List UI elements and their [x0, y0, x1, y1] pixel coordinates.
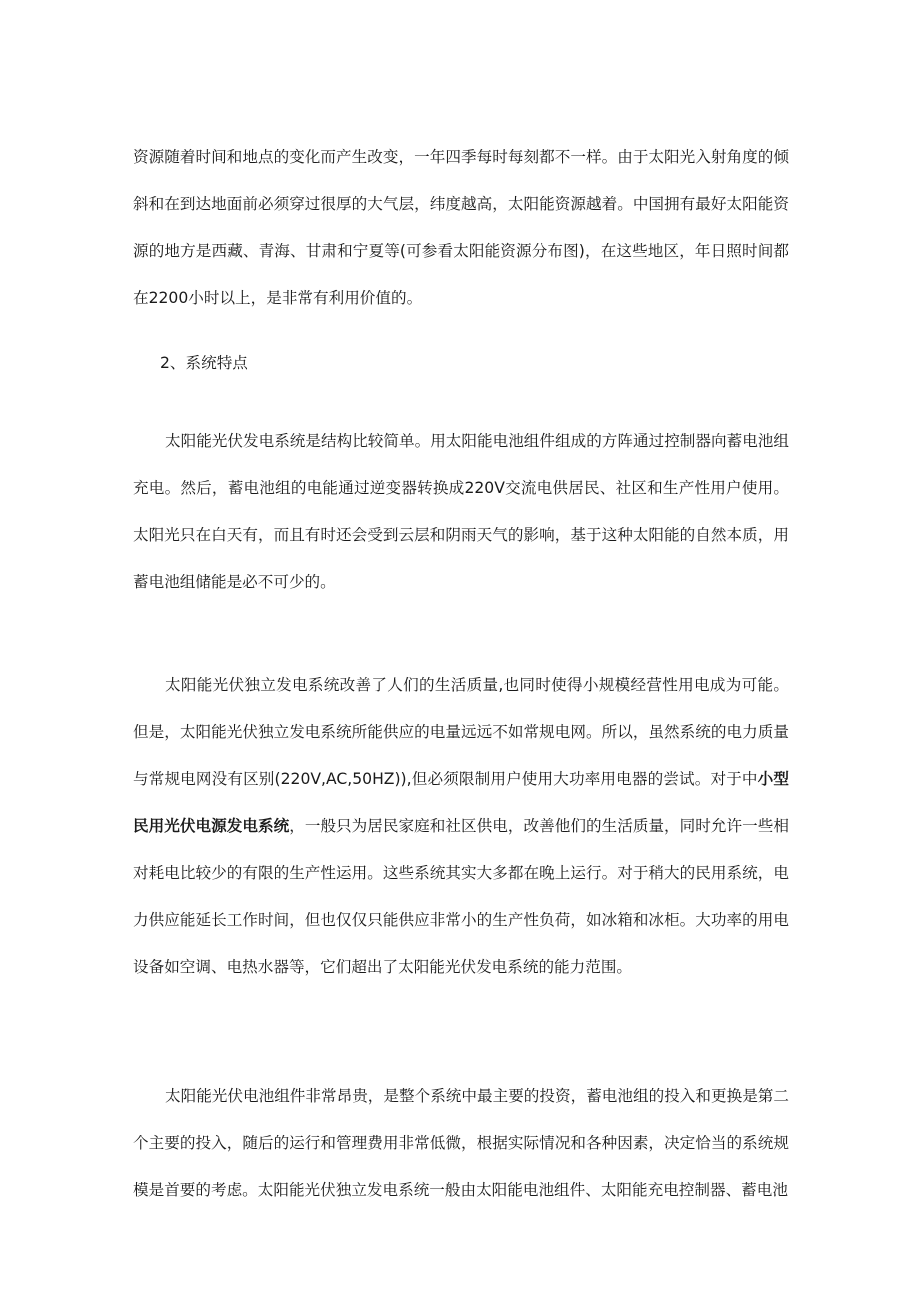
paragraph-system-structure: 太阳能光伏发电系统是结构比较简单。用太阳能电池组件组成的方阵通过控制器向蓄电池组充电。然后，蓄电池组的电能通过逆变器转换成220V交流电供居民、社区和生产性用户使用。太阳光只在白天有，而且有时还会受到云层和阴雨天气的影响，基于这种太阳能的自然本质，用蓄电池组储能是必不可少的。 — [133, 432, 789, 591]
paragraph-standalone-text-before: 太阳能光伏独立发电系统改善了人们的生活质量,也同时使得小规模经营性用电成为可能。但是，太阳能光伏独立发电系统所能供应的电量远远不如常规电网。所以，虽然系统的电力质量与常规电网没有区别(220V,AC,50HZ)),但必须限制用户使用大功率用电器的尝试。对于中 — [133, 676, 789, 788]
paragraph-cost-investment: 太阳能光伏电池组件非常昂贵，是整个系统中最主要的投资，蓄电池组的投入和更换是第二个主要的投入，随后的运行和管理费用非常低微，根据实际情况和各种因素，决定恰当的系统规模是首要的考虑。太阳能光伏独立发电系统一般由太阳能电池组件、太阳能充电控制器、蓄电池 — [133, 1087, 789, 1199]
paragraph-solar-resources: 资源随着时间和地点的变化而产生改变，一年四季每时每刻都不一样。由于太阳光入射角度的倾斜和在到达地面前必须穿过很厚的大气层，纬度越高，太阳能资源越着。中国拥有最好太阳能资源的地方是西藏、青海、甘肃和宁夏等(可参看太阳能资源分布图)，在这些地区，年日照时间都在2200小时以上，是非常有利用价值的。 — [133, 148, 789, 307]
paragraph-standalone-system — [133, 662, 789, 991]
paragraph-standalone-text-after: ，一般只为居民家庭和社区供电，改善他们的生活质量，同时允许一些相对耗电比较少的有限的生产性运用。这些系统其实大多都在晚上运行。对于稍大的民用系统，电力供应能延长工作时间，但也仅仅只能供应非常小的生产性负荷，如冰箱和冰柜。大功率的用电设备如空调、电热水器等，它们超出了太阳能光伏发电系统的能力范围。 — [133, 817, 789, 976]
section-heading-system-features: 2、系统特点 — [160, 354, 248, 372]
bold-phrase-small-civil-pv-system: 小型民用光伏电源发电系统 — [133, 770, 789, 835]
